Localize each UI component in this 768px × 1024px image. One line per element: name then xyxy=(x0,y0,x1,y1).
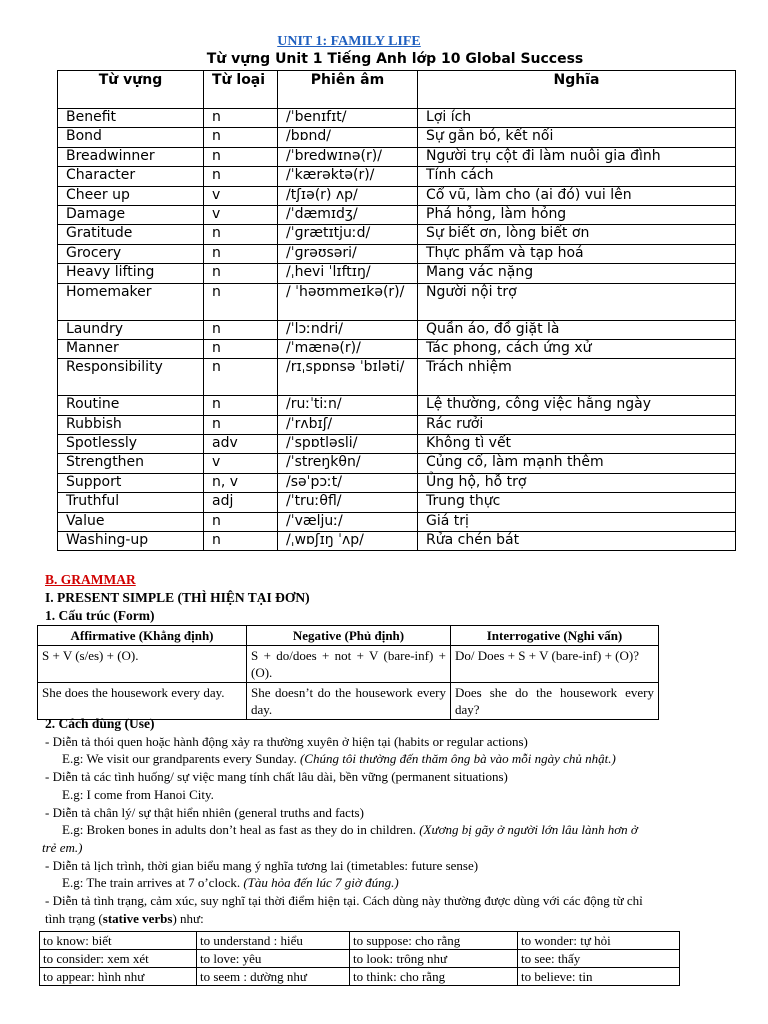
header-interrogative: Interrogative (Nghi vấn) xyxy=(451,626,659,646)
header-pronunciation: Phiên âm xyxy=(278,71,418,109)
header-word: Từ vựng xyxy=(58,71,204,109)
stative-verbs-row xyxy=(40,968,680,986)
example-translation: (Xương bị gãy ở người lớn lâu lành hơn ở xyxy=(419,822,638,838)
header-word-class: Từ loại xyxy=(204,71,278,109)
vocab-word: Bond xyxy=(58,128,204,147)
form-example-row xyxy=(38,683,659,720)
vocabulary-row xyxy=(58,415,736,434)
vocab-meaning: Tính cách xyxy=(418,167,736,186)
vocabulary-row xyxy=(58,147,736,166)
vocabulary-table xyxy=(57,70,736,551)
stative-verb: to believe: tin xyxy=(518,968,680,986)
vocab-word: Spotlessly xyxy=(58,435,204,454)
vocabulary-row xyxy=(58,359,736,396)
vocab-pronunciation: /ˈmænə(r)/ xyxy=(278,339,418,358)
vocab-word-class: v xyxy=(204,205,278,224)
use-description: - Diễn tả lịch trình, thời gian biểu mang ý nghĩa tương lai (timetables: future sense) xyxy=(45,857,479,873)
vocab-word-class: adj xyxy=(204,493,278,512)
stative-verb: to consider: xem xét xyxy=(40,950,197,968)
vocab-pronunciation: /ˈɡrætɪtjuːd/ xyxy=(278,225,418,244)
vocabulary-row xyxy=(58,186,736,205)
vocab-meaning: Cổ vũ, làm cho (ai đó) vui lên xyxy=(418,186,736,205)
stative-description: - Diễn tả tình trạng, cảm xúc, suy nghĩ tại thời điểm hiện tại. Cách dùng này thường được dùng với các động từ chỉ xyxy=(45,893,643,909)
vocab-word-class: v xyxy=(204,186,278,205)
vocabulary-row xyxy=(58,264,736,283)
vocab-pronunciation: /tʃɪə(r) ʌp/ xyxy=(278,186,418,205)
vocab-pronunciation: /bɒnd/ xyxy=(278,128,418,147)
stative-text: tình trạng ( xyxy=(45,910,103,926)
vocab-word-class: n xyxy=(204,532,278,551)
example-translation-continued: trẻ em.) xyxy=(42,839,83,855)
vocab-meaning: Lệ thường, công việc hằng ngày xyxy=(418,396,736,415)
vocab-pronunciation: /ˈrʌbɪʃ/ xyxy=(278,415,418,434)
stative-verb: to love: yêu xyxy=(197,950,350,968)
vocabulary-row xyxy=(58,244,736,263)
use-example xyxy=(45,750,750,768)
vocabulary-row xyxy=(58,493,736,512)
vocab-meaning: Người trụ cột đi làm nuôi gia đình xyxy=(418,147,736,166)
vocab-word: Breadwinner xyxy=(58,147,204,166)
vocab-pronunciation: /ˈɡrəʊsəri/ xyxy=(278,244,418,263)
stative-description-continued xyxy=(45,910,750,928)
header-affirmative: Affirmative (Khẳng định) xyxy=(38,626,247,646)
example-sentence: E.g: The train arrives at 7 o’clock. xyxy=(62,875,241,891)
vocab-word-class: v xyxy=(204,454,278,473)
vocab-word-class: n xyxy=(204,359,278,396)
stative-verb: to appear: hình như xyxy=(40,968,197,986)
vocabulary-row xyxy=(58,473,736,492)
form-structure-row xyxy=(38,646,659,683)
affirmative-structure: S + V (s/es) + (O). xyxy=(38,646,247,683)
vocab-word-class: n xyxy=(204,128,278,147)
use-example xyxy=(45,786,750,804)
vocabulary-row xyxy=(58,339,736,358)
stative-verbs-row xyxy=(40,932,680,950)
vocab-pronunciation: /ˌhevi ˈlɪftɪŋ/ xyxy=(278,264,418,283)
vocab-word: Washing-up xyxy=(58,532,204,551)
vocab-word-class: n xyxy=(204,283,278,320)
vocab-pronunciation: /səˈpɔːt/ xyxy=(278,473,418,492)
vocab-meaning: Rửa chén bát xyxy=(418,532,736,551)
vocab-meaning: Mang vác nặng xyxy=(418,264,736,283)
use-description: - Diễn tả chân lý/ sự thật hiển nhiên (general truths and facts) xyxy=(45,804,364,820)
example-sentence: E.g: We visit our grandparents every Sunday. xyxy=(62,751,297,767)
vocabulary-row xyxy=(58,435,736,454)
vocab-pronunciation: /ˈkærəktə(r)/ xyxy=(278,167,418,186)
stative-verbs-table xyxy=(39,931,680,986)
negative-example: She doesn’t do the housework every day. xyxy=(247,683,451,720)
vocab-word: Heavy lifting xyxy=(58,264,204,283)
header-meaning: Nghĩa xyxy=(418,71,736,109)
vocab-word: Character xyxy=(58,167,204,186)
stative-verb: to suppose: cho rằng xyxy=(350,932,518,950)
usage-section xyxy=(42,715,750,927)
vocabulary-row xyxy=(58,167,736,186)
use-description: - Diễn tả các tình huống/ sự việc mang tính chất lâu dài, bền vững (permanent situations) xyxy=(45,769,508,785)
vocab-pronunciation: /ˈstreŋkθn/ xyxy=(278,454,418,473)
stative-verbs-term: stative verbs xyxy=(102,910,173,926)
use-description: - Diễn tả thói quen hoặc hành động xảy ra thường xuyên ở hiện tại (habits or regular actions) xyxy=(45,733,528,749)
vocab-word: Support xyxy=(58,473,204,492)
vocabulary-row xyxy=(58,512,736,531)
vocab-meaning: Lợi ích xyxy=(418,109,736,128)
use-example xyxy=(45,874,750,892)
vocab-word-class: n xyxy=(204,167,278,186)
vocab-pronunciation: /ˈbredwɪnə(r)/ xyxy=(278,147,418,166)
vocab-meaning: Sự gắn bó, kết nối xyxy=(418,128,736,147)
vocab-pronunciation: /ˈlɔːndri/ xyxy=(278,320,418,339)
vocabulary-row xyxy=(58,225,736,244)
vocab-meaning: Trung thực xyxy=(418,493,736,512)
vocab-word-class: n xyxy=(204,396,278,415)
vocab-meaning: Không tì vết xyxy=(418,435,736,454)
stative-verb: to seem : dường như xyxy=(197,968,350,986)
form-heading: 1. Cấu trúc (Form) xyxy=(45,608,155,623)
form-table xyxy=(37,625,659,720)
vocab-word: Rubbish xyxy=(58,415,204,434)
vocab-meaning: Giá trị xyxy=(418,512,736,531)
vocabulary-row xyxy=(58,205,736,224)
stative-verb: to understand : hiểu xyxy=(197,932,350,950)
vocab-pronunciation: /ˈvæljuː/ xyxy=(278,512,418,531)
vocab-pronunciation: /ruːˈtiːn/ xyxy=(278,396,418,415)
vocabulary-row xyxy=(58,396,736,415)
vocab-word-class: n xyxy=(204,147,278,166)
present-simple-heading: I. PRESENT SIMPLE (THÌ HIỆN TẠI ĐƠN) xyxy=(45,590,310,605)
stative-verb: to look: trông như xyxy=(350,950,518,968)
stative-verb: to wonder: tự hỏi xyxy=(518,932,680,950)
vocabulary-row xyxy=(58,454,736,473)
vocab-word: Manner xyxy=(58,339,204,358)
vocabulary-row xyxy=(58,320,736,339)
stative-verb: to think: cho rằng xyxy=(350,968,518,986)
vocab-word: Benefit xyxy=(58,109,204,128)
vocab-word: Value xyxy=(58,512,204,531)
vocabulary-header-row xyxy=(58,71,736,109)
section-b-heading: B. GRAMMAR xyxy=(45,572,136,587)
stative-verbs-row xyxy=(40,950,680,968)
vocab-meaning: Rác rưởi xyxy=(418,415,736,434)
use-example xyxy=(45,821,750,839)
header-negative: Negative (Phủ định) xyxy=(247,626,451,646)
vocab-meaning: Sự biết ơn, lòng biết ơn xyxy=(418,225,736,244)
vocab-word-class: adv xyxy=(204,435,278,454)
vocab-word-class: n xyxy=(204,339,278,358)
vocab-meaning: Tác phong, cách ứng xử xyxy=(418,339,736,358)
vocabulary-row xyxy=(58,283,736,320)
use-heading: 2. Cách dùng (Use) xyxy=(45,716,155,731)
vocab-word: Homemaker xyxy=(58,283,204,320)
vocab-pronunciation: /ˌwɒʃɪŋ ˈʌp/ xyxy=(278,532,418,551)
vocab-word-class: n xyxy=(204,225,278,244)
interrogative-structure: Do/ Does + S + V (bare-inf) + (O)? xyxy=(451,646,659,683)
vocab-word-class: n xyxy=(204,109,278,128)
vocab-word: Laundry xyxy=(58,320,204,339)
example-translation: (Chúng tôi thường đến thăm ông bà vào mỗi ngày chủ nhật.) xyxy=(299,751,616,767)
vocab-meaning: Thực phẩm và tạp hoá xyxy=(418,244,736,263)
example-sentence: E.g: Broken bones in adults don’t heal as fast as they do in children. xyxy=(62,822,416,838)
form-header-row xyxy=(38,626,659,646)
stative-verb: to know: biết xyxy=(40,932,197,950)
vocab-pronunciation: / ˈhəʊmmeɪkə(r)/ xyxy=(278,283,418,320)
vocab-word: Grocery xyxy=(58,244,204,263)
affirmative-example: She does the housework every day. xyxy=(38,683,247,720)
vocab-word: Truthful xyxy=(58,493,204,512)
vocab-meaning: Củng cố, làm mạnh thêm xyxy=(418,454,736,473)
vocab-pronunciation: /ˈbenɪfɪt/ xyxy=(278,109,418,128)
stative-text: ) như: xyxy=(172,910,204,926)
vocab-pronunciation: /ˈspɒtləsli/ xyxy=(278,435,418,454)
vocab-word: Damage xyxy=(58,205,204,224)
vocab-word-class: n xyxy=(204,512,278,531)
vocab-word: Gratitude xyxy=(58,225,204,244)
document-title: Từ vựng Unit 1 Tiếng Anh lớp 10 Global Success xyxy=(206,51,584,67)
unit-title: UNIT 1: FAMILY LIFE xyxy=(277,34,421,49)
vocabulary-row xyxy=(58,532,736,551)
interrogative-example: Does she do the housework every day? xyxy=(451,683,659,720)
vocab-word: Cheer up xyxy=(58,186,204,205)
vocab-meaning: Trách nhiệm xyxy=(418,359,736,396)
vocab-word: Routine xyxy=(58,396,204,415)
vocabulary-row xyxy=(58,128,736,147)
vocab-word: Responsibility xyxy=(58,359,204,396)
stative-verb: to see: thấy xyxy=(518,950,680,968)
vocab-pronunciation: /ˈdæmɪdʒ/ xyxy=(278,205,418,224)
vocab-word-class: n xyxy=(204,320,278,339)
negative-structure: S + do/does + not + V (bare-inf) + (O). xyxy=(247,646,451,683)
vocab-word-class: n xyxy=(204,415,278,434)
vocab-word-class: n xyxy=(204,244,278,263)
vocab-meaning: Quần áo, đồ giặt là xyxy=(418,320,736,339)
vocab-word: Strengthen xyxy=(58,454,204,473)
vocab-word-class: n, v xyxy=(204,473,278,492)
example-sentence: E.g: I come from Hanoi City. xyxy=(62,786,214,802)
vocab-word-class: n xyxy=(204,264,278,283)
vocab-pronunciation: /rɪˌspɒnsə ˈbɪləti/ xyxy=(278,359,418,396)
example-translation: (Tàu hỏa đến lúc 7 giờ đúng.) xyxy=(243,875,399,891)
vocab-meaning: Phá hỏng, làm hỏng xyxy=(418,205,736,224)
vocabulary-row xyxy=(58,109,736,128)
vocab-meaning: Người nội trợ xyxy=(418,283,736,320)
vocab-pronunciation: /ˈtruːθfl/ xyxy=(278,493,418,512)
vocab-meaning: Ủng hộ, hỗ trợ xyxy=(418,473,736,492)
